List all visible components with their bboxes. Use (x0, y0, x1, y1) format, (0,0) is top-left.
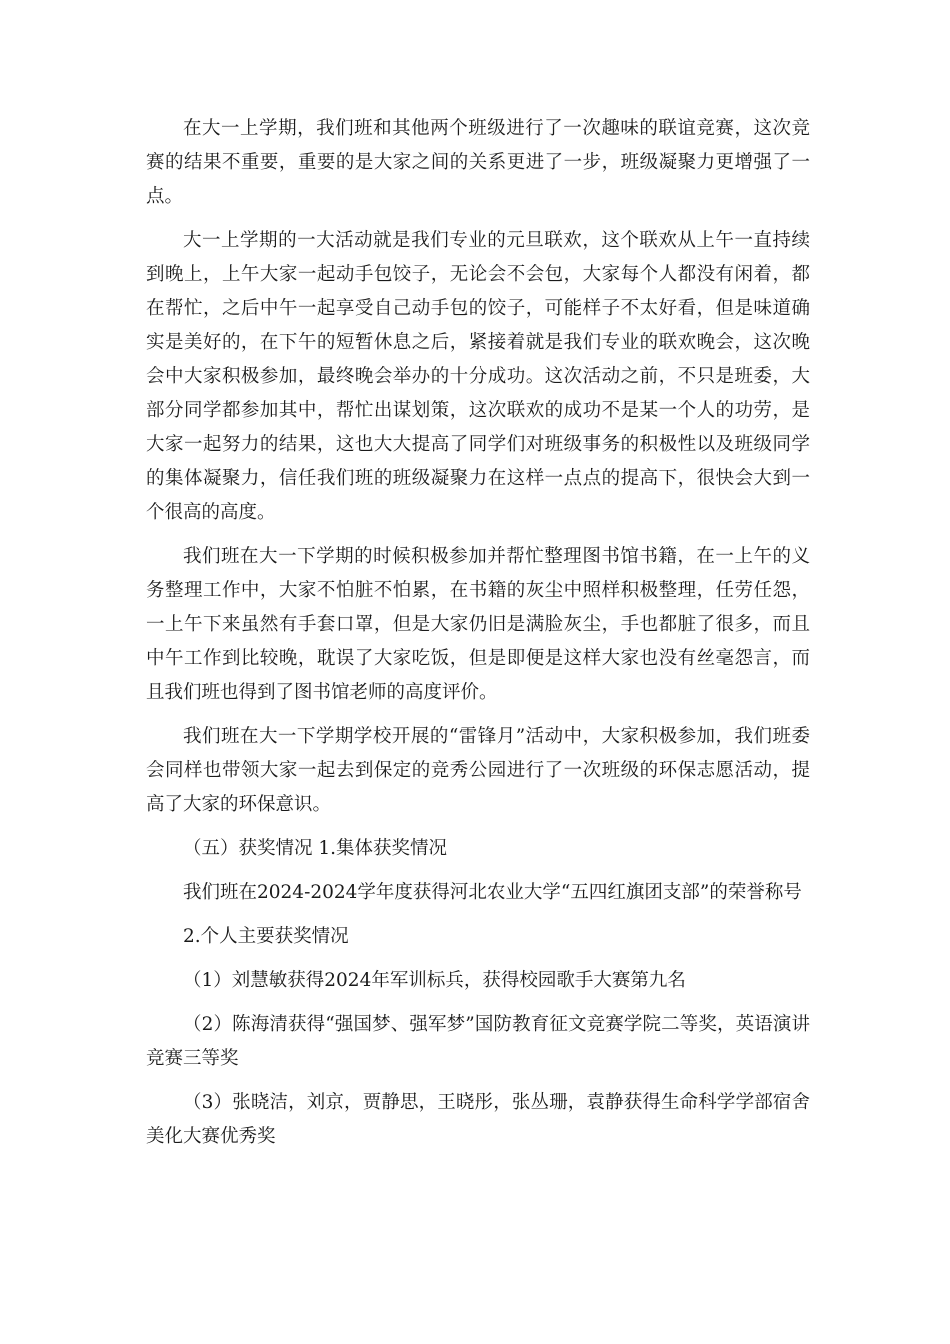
document-body (146, 112, 810, 1164)
paragraph-collective-award: 我们班在2024-2024学年度获得河北农业大学“五四红旗团支部”的荣誉称号 (183, 882, 802, 903)
paragraph-library-volunteer: 我们班在大一下学期的时候积极参加并帮忙整理图书馆书籍，在一上午的义务整理工作中，大家不怕脏不怕累，在书籍的灰尘中照样积极整理，任劳任怨，一上午下来虽然有手套口罩，但是大家仍旧是满脸灰尘，手也都脏了很多，而且中午工作到比较晚，耽误了大家吃饭，但是即便是这样大家也没有丝毫怨言，而且我们班也得到了图书馆老师的高度评价。 (146, 546, 810, 703)
paragraph-new-year-party: 大一上学期的一大活动就是我们专业的元旦联欢，这个联欢从上午一直持续到晚上，上午大家一起动手包饺子，无论会不会包，大家每个人都没有闲着，都在帮忙，之后中午一起享受自己动手包的饺子，可能样子不太好看，但是味道确实是美好的，在下午的短暂休息之后，紧接着就是我们专业的联欢晚会，这次晚会中大家积极参加，最终晚会举办的十分成功。这次活动之前，不只是班委，大部分同学都参加其中，帮忙出谋划策，这次联欢的成功不是某一个人的功劳，是大家一起努力的结果，这也大大提高了同学们对班级事务的积极性以及班级同学的集体凝聚力，信任我们班的班级凝聚力在这样一点点的提高下，很快会大到一个很高的高度。 (146, 230, 810, 523)
section-heading-awards: （五）获奖情况 1.集体获奖情况 (183, 838, 448, 859)
list-item-award-2: （2）陈海清获得“强国梦、强军梦”国防教育征文竞赛学院二等奖，英语演讲竞赛三等奖 (146, 1014, 810, 1069)
list-item-award-3: （3）张晓洁，刘京，贾静思，王晓彤，张丛珊，袁静获得生命科学学部宿舍美化大赛优秀奖 (146, 1092, 810, 1147)
section-heading-individual-awards: 2.个人主要获奖情况 (183, 926, 349, 947)
paragraph-leifeng-month: 我们班在大一下学期学校开展的“雷锋月”活动中，大家积极参加，我们班委会同样也带领大家一起去到保定的竞秀公园进行了一次班级的环保志愿活动，提高了大家的环保意识。 (146, 726, 810, 815)
list-item-award-1: （1）刘慧敏获得2024年军训标兵，获得校园歌手大赛第九名 (183, 970, 686, 991)
paragraph-friendship-competition: 在大一上学期，我们班和其他两个班级进行了一次趣味的联谊竞赛，这次竞赛的结果不重要，重要的是大家之间的关系更进了一步，班级凝聚力更增强了一点。 (146, 118, 810, 207)
